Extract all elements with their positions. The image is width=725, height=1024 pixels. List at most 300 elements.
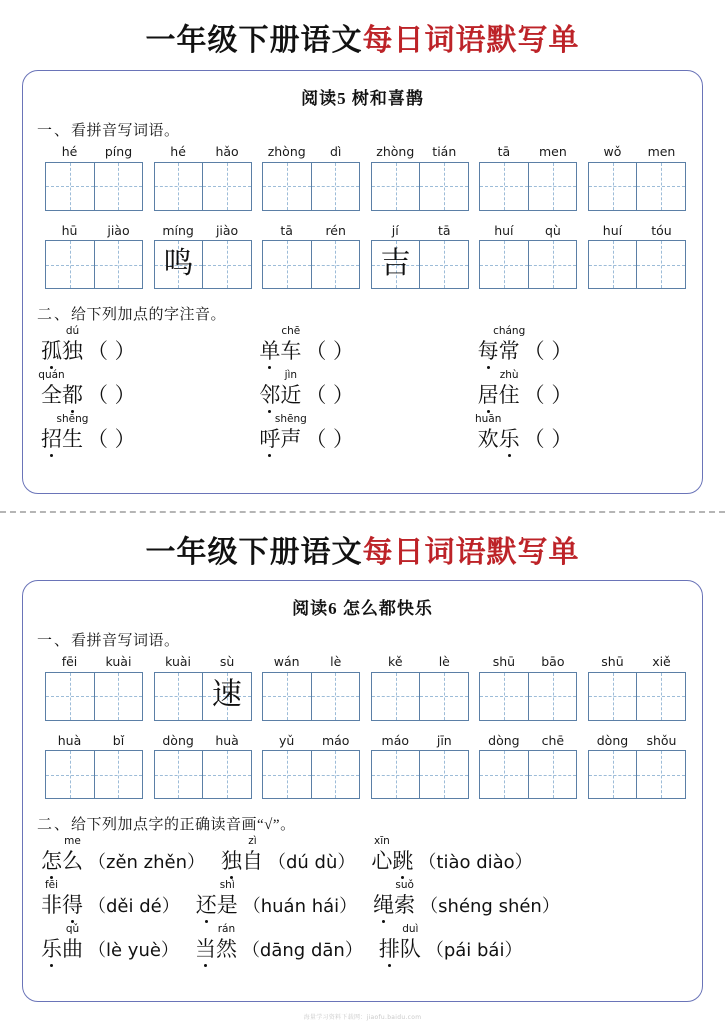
annotated-word: [41, 325, 83, 364]
tianzige-cell[interactable]: [202, 673, 251, 720]
tianzige-cell[interactable]: [480, 163, 528, 210]
tianzige-box[interactable]: [479, 240, 577, 289]
pinyin-label: [154, 654, 252, 670]
dotted-character: 乐: [498, 427, 520, 452]
section-two-heading: [37, 813, 702, 834]
tianzige-cell[interactable]: [263, 163, 311, 210]
pinyin-word-unit: [479, 144, 577, 211]
pinyin-label: [262, 223, 360, 239]
annotated-word: [38, 369, 83, 408]
pinyin-word-unit: [588, 223, 686, 290]
tianzige-cell[interactable]: [419, 241, 468, 288]
tianzige-box[interactable]: [588, 750, 686, 799]
dotted-character: 排: [378, 937, 400, 962]
tianzige-cell[interactable]: [480, 751, 528, 798]
pinyin-label: [154, 223, 252, 239]
pinyin-syllable: qù: [544, 222, 561, 238]
tianzige-cell[interactable]: [372, 241, 420, 288]
pinyin-word-unit: [262, 733, 360, 800]
dotted-character: 独: [221, 849, 242, 874]
annotated-word-item: [259, 413, 477, 452]
pinyin-syllable: men: [538, 144, 567, 159]
pinyin-syllable: shū: [601, 654, 624, 669]
annotated-word: [41, 923, 83, 962]
annotated-word-row: [23, 369, 702, 408]
pinyin-word-unit: [371, 733, 469, 800]
pinyin-word-unit: [588, 654, 686, 721]
tianzige-cell[interactable]: [528, 673, 577, 720]
ruby-pinyin: duì: [402, 923, 419, 936]
ruby-pinyin: rán: [217, 923, 236, 936]
tianzige-cell[interactable]: [202, 751, 251, 798]
pinyin-word-unit: [154, 733, 252, 800]
tianzige-cell[interactable]: [263, 673, 311, 720]
pinyin-syllable: dòng: [488, 732, 520, 748]
section-one-text: 看拼音写词语。: [71, 633, 180, 649]
tianzige-cell[interactable]: [311, 163, 360, 210]
tianzige-character: 吉: [380, 245, 411, 281]
pinyin-word-unit: [479, 733, 577, 800]
ruby-pinyin: zì: [248, 835, 257, 848]
dotted-character: 得: [62, 893, 83, 918]
pinyin-syllable: lè: [438, 654, 450, 669]
tianzige-box[interactable]: [154, 162, 252, 211]
ruby-pinyin: dú: [65, 325, 80, 338]
annotated-word-item: [195, 879, 358, 918]
pinyin-syllable: jīn: [436, 732, 452, 748]
section-one-number: 一、: [37, 123, 72, 139]
pinyin-syllable: wán: [273, 654, 300, 669]
tianzige-box[interactable]: [45, 162, 143, 211]
answer-blank[interactable]: （ ）: [87, 427, 136, 452]
dotted-character: 每: [477, 339, 499, 364]
pinyin-word-unit: [45, 223, 143, 290]
tianzige-cell[interactable]: [263, 241, 311, 288]
pinyin-syllable: zhòng: [267, 144, 306, 159]
tianzige-box[interactable]: [479, 672, 577, 721]
dotted-character: 怎: [41, 849, 62, 874]
annotated-word: [259, 413, 307, 452]
tianzige-cell[interactable]: [419, 751, 468, 798]
plain-character: 非 fēi: [41, 879, 62, 918]
pinyin-grid-row: [23, 144, 702, 211]
annotated-word-row: [23, 835, 702, 874]
reading-choice-options[interactable]: （děi dé）: [88, 895, 180, 917]
banner-black-text: 一年级下册语文: [145, 24, 363, 57]
tianzige-box[interactable]: [154, 240, 252, 289]
annotated-word-item: [373, 879, 560, 918]
tianzige-cell[interactable]: [372, 163, 420, 210]
section-one-heading: [37, 629, 702, 650]
reading-choice-options[interactable]: （huán hái）: [242, 895, 358, 917]
pinyin-syllable: hǎo: [215, 144, 239, 159]
pinyin-syllable: sù: [219, 654, 235, 669]
annotated-word: [373, 879, 416, 918]
pinyin-syllable: píng: [104, 144, 133, 159]
banner-red-text: 每日词语默写单: [362, 536, 580, 569]
annotated-word-item: [194, 923, 363, 962]
ruby-pinyin: qǔ: [65, 923, 80, 936]
tianzige-cell[interactable]: [589, 241, 637, 288]
tianzige-cell[interactable]: [94, 751, 143, 798]
pinyin-syllable: tóu: [651, 222, 672, 238]
plain-character: 索 suǒ: [394, 879, 416, 918]
tianzige-cell[interactable]: [480, 673, 528, 720]
reading-choice-options[interactable]: （tiào diào）: [418, 851, 533, 873]
pinyin-label: [479, 733, 577, 749]
pinyin-syllable: tā: [438, 222, 451, 238]
dotted-character: 单: [259, 339, 281, 364]
ruby-pinyin: shēng: [56, 413, 89, 426]
tianzige-cell[interactable]: [94, 673, 143, 720]
pinyin-label: [154, 144, 252, 160]
pinyin-word-unit: [45, 654, 143, 721]
annotated-word-item: [38, 369, 259, 408]
pinyin-syllable: máo: [321, 732, 350, 748]
pinyin-label: [479, 654, 577, 670]
tianzige-box[interactable]: [371, 240, 469, 289]
pinyin-word-unit: [371, 144, 469, 211]
ruby-pinyin: shēng: [274, 413, 307, 426]
pinyin-syllable: chē: [541, 732, 565, 748]
reading-choice-options[interactable]: （shéng shén）: [420, 895, 560, 917]
pinyin-word-unit: [45, 733, 143, 800]
tianzige-cell[interactable]: [46, 241, 94, 288]
answer-blank[interactable]: （ ）: [523, 339, 573, 364]
ruby-pinyin: xīn: [373, 835, 390, 848]
plain-character: 生 shēng: [56, 413, 89, 452]
tianzige-cell[interactable]: [636, 163, 685, 210]
pinyin-label: [262, 654, 360, 670]
dotted-character: 招: [41, 427, 62, 452]
reading-choice-options[interactable]: （lè yuè）: [88, 939, 179, 961]
answer-blank[interactable]: （ ）: [523, 383, 573, 408]
pinyin-word-unit: [262, 144, 360, 211]
ruby-pinyin: shì: [219, 879, 235, 892]
pinyin-label: [371, 733, 469, 749]
dotted-character: 居: [477, 383, 499, 408]
plain-character: 声 shēng: [274, 413, 307, 452]
pinyin-syllable: huà: [215, 732, 239, 748]
tianzige-box[interactable]: [262, 162, 360, 211]
pinyin-grid-row: [23, 654, 702, 721]
tianzige-cell[interactable]: [589, 163, 637, 210]
pinyin-label: [588, 144, 686, 160]
tianzige-cell[interactable]: [528, 751, 577, 798]
ruby-pinyin: me: [64, 835, 81, 848]
annotated-word: [477, 325, 526, 364]
tianzige-cell[interactable]: [528, 241, 577, 288]
ruby-pinyin: quán: [38, 369, 65, 382]
reading-choice-options[interactable]: （dú dù）: [268, 851, 356, 873]
tianzige-box[interactable]: [45, 240, 143, 289]
tianzige-cell[interactable]: [46, 751, 94, 798]
tianzige-cell[interactable]: [311, 241, 360, 288]
worksheet-lesson-6: [0, 512, 725, 1024]
banner-red-text: 每日词语默写单: [362, 24, 580, 57]
pinyin-syllable: wǒ: [603, 144, 622, 159]
pinyin-syllable: bǐ: [112, 732, 125, 748]
tianzige-cell[interactable]: [94, 163, 143, 210]
pinyin-word-unit: [588, 144, 686, 211]
annotated-word: [195, 879, 238, 918]
footer-watermark: 海量学习资料下载网：jiaofu.baidu.com: [303, 1014, 422, 1021]
tianzige-cell[interactable]: [528, 163, 577, 210]
section-one-text: 看拼音写词语。: [71, 123, 180, 139]
pinyin-label: [262, 733, 360, 749]
tianzige-box[interactable]: [371, 750, 469, 799]
section-two-number: 二、: [37, 307, 72, 324]
dotted-character: 跳: [392, 849, 414, 874]
annotated-word-row: [23, 923, 702, 962]
pinyin-word-unit: [154, 223, 252, 290]
reading-choice-options[interactable]: （zěn zhěn）: [88, 851, 205, 873]
plain-character: 么 me: [62, 835, 83, 874]
annotated-word-item: [477, 369, 696, 408]
section-two-number: 二、: [37, 817, 72, 834]
annotated-word-item: [41, 413, 259, 452]
tianzige-cell[interactable]: [636, 673, 685, 720]
tianzige-cell[interactable]: [419, 673, 468, 720]
ruby-pinyin: chē: [281, 325, 301, 338]
page-title-banner: [0, 512, 725, 568]
tianzige-box[interactable]: [479, 162, 577, 211]
pinyin-syllable: yǔ: [279, 732, 295, 748]
pinyin-syllable: kě: [388, 654, 403, 669]
tianzige-cell[interactable]: [480, 241, 528, 288]
dotted-character: 都: [62, 383, 83, 408]
pinyin-label: [588, 733, 686, 749]
tianzige-cell[interactable]: [155, 241, 203, 288]
pinyin-syllable: hé: [170, 144, 186, 159]
annotated-word: [378, 923, 421, 962]
plain-character: 欢 huān: [474, 413, 502, 452]
tianzige-cell[interactable]: [311, 751, 360, 798]
annotated-word-item: [474, 413, 696, 452]
plain-character: 车 chē: [280, 325, 302, 364]
pinyin-syllable: hé: [61, 144, 78, 159]
tianzige-character: 鸣: [163, 245, 194, 281]
pinyin-label: [45, 144, 143, 160]
annotated-word: [259, 369, 302, 408]
pinyin-label: [588, 223, 686, 239]
reading-choice-options[interactable]: （pái bái）: [425, 939, 523, 961]
tianzige-cell[interactable]: [263, 751, 311, 798]
annotated-word-row: [23, 879, 702, 918]
banner-black-text: 一年级下册语文: [145, 536, 363, 569]
lesson-title: 阅读5 树和喜鹊: [301, 89, 424, 108]
pinyin-syllable: jiào: [107, 222, 130, 238]
tianzige-box[interactable]: [588, 240, 686, 289]
tianzige-cell[interactable]: [155, 163, 203, 210]
annotated-word-item: [41, 325, 259, 364]
pinyin-label: [45, 223, 143, 239]
annotated-word: [194, 923, 237, 962]
pinyin-label: [45, 733, 143, 749]
dotted-character: 还: [195, 893, 217, 918]
pinyin-word-unit: [262, 223, 360, 290]
lesson-title: 阅读6 怎么都快乐: [292, 599, 433, 618]
answer-blank[interactable]: （ ）: [87, 383, 136, 408]
tianzige-cell[interactable]: [202, 241, 251, 288]
pinyin-syllable: rén: [325, 222, 346, 238]
tianzige-box[interactable]: [45, 672, 143, 721]
pinyin-label: [371, 654, 469, 670]
pinyin-label: [479, 223, 577, 239]
annotated-word-item: [259, 369, 477, 408]
pinyin-syllable: kuài: [165, 654, 192, 669]
pinyin-word-unit: [154, 144, 252, 211]
ruby-pinyin: huān: [474, 413, 502, 426]
tianzige-cell[interactable]: [94, 241, 143, 288]
pinyin-label: [588, 654, 686, 670]
pinyin-syllable: kuài: [105, 654, 132, 669]
pinyin-syllable: jí: [391, 222, 399, 238]
plain-character: 全 quán: [38, 369, 65, 408]
pinyin-syllable: tā: [497, 144, 511, 159]
pinyin-grid-row: [23, 223, 702, 290]
pinyin-syllable: huí: [494, 222, 514, 238]
pinyin-word-unit: [45, 144, 143, 211]
worksheet-card: [22, 580, 703, 1002]
reading-choice-options[interactable]: （dāng dān）: [241, 939, 363, 961]
pinyin-word-unit: [479, 654, 577, 721]
tianzige-cell[interactable]: [202, 163, 251, 210]
dotted-character: 呼: [259, 427, 281, 452]
tianzige-cell[interactable]: [589, 751, 637, 798]
answer-blank[interactable]: （ ）: [523, 427, 573, 452]
tianzige-box[interactable]: [45, 750, 143, 799]
plain-character: 曲 qǔ: [62, 923, 83, 962]
annotated-word: [371, 835, 414, 874]
dotted-character: 孤: [41, 339, 62, 364]
pinyin-syllable: dòng: [596, 732, 629, 748]
ruby-pinyin: fēi: [44, 879, 59, 892]
pinyin-word-unit: [588, 733, 686, 800]
annotated-word: [41, 413, 89, 452]
pinyin-label: [262, 144, 360, 160]
tianzige-box[interactable]: [154, 672, 252, 721]
dotted-character: 邻: [259, 383, 281, 408]
ruby-pinyin: jìn: [284, 369, 298, 382]
page-title-banner: [0, 0, 725, 56]
dotted-character: 当: [194, 937, 216, 962]
section-one-heading: [37, 119, 702, 140]
pinyin-syllable: jiào: [215, 222, 239, 238]
annotated-word-item: [41, 923, 179, 962]
answer-blank[interactable]: （ ）: [305, 427, 355, 452]
annotated-word: [474, 413, 520, 452]
plain-character: 独 dú: [62, 325, 83, 364]
pinyin-word-unit: [371, 223, 469, 290]
plain-character: 是 shì: [216, 879, 238, 918]
pinyin-syllable: fēi: [61, 654, 78, 669]
pinyin-label: [154, 733, 252, 749]
pinyin-label: [371, 144, 469, 160]
tianzige-cell[interactable]: [589, 673, 637, 720]
tianzige-cell[interactable]: [155, 751, 203, 798]
pinyin-syllable: zhòng: [376, 144, 415, 159]
tianzige-box[interactable]: [154, 750, 252, 799]
tianzige-cell[interactable]: [636, 751, 685, 798]
annotated-word-item: [371, 835, 533, 874]
answer-blank[interactable]: （ ）: [305, 383, 355, 408]
tianzige-box[interactable]: [262, 750, 360, 799]
pinyin-word-unit: [479, 223, 577, 290]
tianzige-cell[interactable]: [636, 241, 685, 288]
tianzige-box[interactable]: [262, 240, 360, 289]
pinyin-label: [45, 654, 143, 670]
pinyin-syllable: shū: [492, 654, 516, 669]
answer-blank[interactable]: （ ）: [87, 339, 136, 364]
worksheet-card: [22, 70, 703, 494]
tianzige-box[interactable]: [588, 162, 686, 211]
plain-character: 常 cháng: [493, 325, 526, 364]
annotated-word: [41, 835, 83, 874]
annotated-word-item: [41, 835, 205, 874]
pinyin-syllable: huí: [602, 222, 623, 238]
tianzige-box[interactable]: [479, 750, 577, 799]
annotated-word-item: [259, 325, 477, 364]
pinyin-syllable: xiě: [652, 654, 671, 669]
tianzige-cell[interactable]: [46, 673, 94, 720]
pinyin-syllable: huà: [57, 732, 82, 748]
tianzige-cell[interactable]: [311, 673, 360, 720]
ruby-pinyin: suǒ: [395, 879, 414, 892]
ruby-pinyin: zhù: [499, 369, 519, 382]
tianzige-cell[interactable]: [46, 163, 94, 210]
tianzige-character: 速: [211, 677, 242, 713]
pinyin-grid-row: [23, 733, 702, 800]
annotated-word: [41, 879, 83, 918]
pinyin-label: [479, 144, 577, 160]
pinyin-syllable: míng: [162, 222, 194, 238]
pinyin-syllable: dòng: [162, 732, 194, 748]
pinyin-syllable: hū: [61, 222, 78, 238]
tianzige-box[interactable]: [371, 672, 469, 721]
pinyin-syllable: bāo: [541, 654, 565, 669]
annotated-word-item: [221, 835, 356, 874]
pinyin-syllable: tián: [432, 144, 457, 159]
pinyin-syllable: dì: [329, 144, 342, 159]
pinyin-syllable: men: [647, 144, 676, 159]
section-two-text: 给下列加点字的正确读音画“√”。: [71, 817, 296, 834]
pinyin-syllable: lè: [330, 654, 342, 669]
tianzige-box[interactable]: [262, 672, 360, 721]
tianzige-cell[interactable]: [372, 751, 420, 798]
pinyin-syllable: máo: [381, 732, 410, 748]
plain-character: 然 rán: [215, 923, 237, 962]
pinyin-word-unit: [262, 654, 360, 721]
tianzige-cell[interactable]: [155, 673, 203, 720]
tianzige-cell[interactable]: [372, 673, 420, 720]
annotated-word-item: [378, 923, 523, 962]
tianzige-cell[interactable]: [419, 163, 468, 210]
pinyin-word-unit: [371, 654, 469, 721]
pinyin-syllable: tā: [280, 222, 293, 238]
annotated-word-item: [477, 325, 696, 364]
tianzige-box[interactable]: [588, 672, 686, 721]
plain-character: 近 jìn: [280, 369, 302, 408]
annotated-word: [221, 835, 263, 874]
section-two-heading: [37, 303, 702, 324]
plain-character: 队 duì: [399, 923, 421, 962]
pinyin-word-unit: [154, 654, 252, 721]
dotted-character: 乐: [41, 937, 62, 962]
tianzige-box[interactable]: [371, 162, 469, 211]
dotted-character: 绳: [373, 893, 395, 918]
answer-blank[interactable]: （ ）: [305, 339, 355, 364]
